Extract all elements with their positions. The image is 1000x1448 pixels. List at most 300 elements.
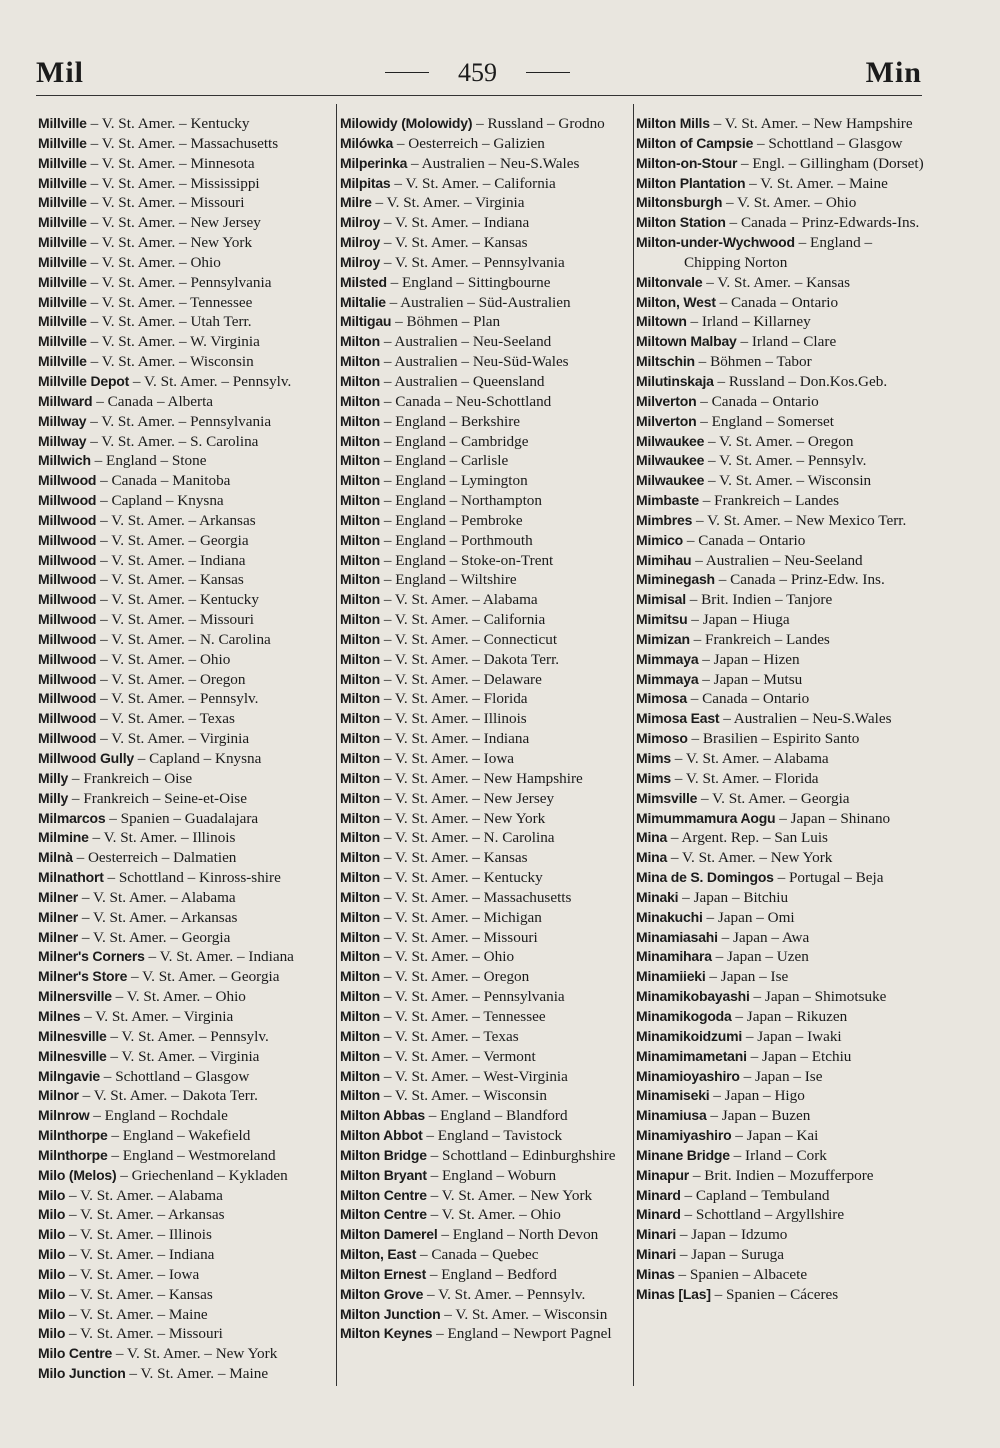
entry-location: – V. St. Amer. – Pennsylvania: [380, 988, 565, 1006]
entry-name: Mina de S. Domingos: [636, 869, 774, 886]
entry-name: Millville: [38, 293, 87, 310]
entry-location: – Schottland – Argyllshire: [680, 1206, 845, 1224]
entry-location: – V. St. Amer. – Arkansas: [65, 1206, 225, 1224]
entry-location: – V. St. Amer. – Oregon: [704, 432, 854, 450]
header-rule: [36, 95, 922, 96]
entry-location: – V. St. Amer. – New York: [667, 849, 833, 867]
gazetteer-entry: [38, 471, 334, 491]
entry-name: Millville: [38, 253, 87, 270]
gazetteer-entry: [38, 987, 334, 1007]
column-2: [340, 114, 632, 1344]
entry-name: Milton: [340, 1047, 381, 1064]
entry-name: Milnersville: [38, 988, 112, 1005]
entry-name: Milton, West: [636, 293, 716, 310]
gazetteer-entry: [38, 332, 334, 352]
gazetteer-entry: [38, 1186, 334, 1206]
entry-location: – V. St. Amer. – Arkansas: [96, 511, 256, 529]
entry-name: Milton: [340, 630, 381, 647]
entry-location: – Australien – Queensland: [380, 372, 545, 390]
entry-name: Miltown Malbay: [636, 333, 737, 350]
gazetteer-entry: [38, 432, 334, 452]
gazetteer-entry: [38, 1146, 334, 1166]
entry-location: – Canada – Quebec: [416, 1246, 539, 1264]
entry-name: Mimummamura Aogu: [636, 809, 776, 826]
entry-name: Millwood: [38, 511, 97, 528]
entry-location: – V. St. Amer. – Georgia: [127, 968, 280, 986]
entry-name: Millville: [38, 273, 87, 290]
gazetteer-entry: [340, 809, 632, 829]
gazetteer-entry: [38, 1305, 334, 1325]
entry-name: Minaki: [636, 888, 679, 905]
entry-location: – Frankreich – Landes: [698, 492, 840, 510]
entry-name: Minapur: [636, 1166, 690, 1183]
gazetteer-entry: [340, 432, 632, 452]
gazetteer-entry: [38, 551, 334, 571]
gazetteer-entry: [38, 412, 334, 432]
entry-location: – V. St. Amer. – Mississippi: [86, 174, 260, 192]
gazetteer-entry: [340, 1166, 632, 1186]
gazetteer-entry: [340, 1324, 632, 1344]
gazetteer-entry: [636, 987, 926, 1007]
gazetteer-entry: [38, 1027, 334, 1047]
gazetteer-entry: [636, 630, 926, 650]
entry-location: – V. St. Amer. – New Mexico Terr.: [692, 511, 907, 529]
entry-location: – V. St. Amer. – New York: [86, 234, 253, 252]
gazetteer-entry: [340, 650, 632, 670]
gazetteer-entry: [38, 1225, 334, 1245]
gazetteer-entry: [38, 689, 334, 709]
entry-location: – England – Tavistock: [422, 1127, 563, 1145]
gazetteer-entry: [340, 174, 632, 194]
entry-name: Milton: [340, 710, 381, 727]
entry-name: Minari: [636, 1226, 677, 1243]
gazetteer-entry: [340, 769, 632, 789]
gazetteer-entry: [636, 134, 926, 154]
entry-location: – Japan – Ise: [739, 1067, 823, 1085]
entry-location: – England – Wakefield: [107, 1127, 251, 1145]
entry-location: – Japan – Hizen: [698, 650, 800, 668]
entry-name: Milton: [340, 650, 381, 667]
entry-name: Milo: [38, 1305, 66, 1322]
entry-location: – V. St. Amer. – Pennsylv.: [106, 1027, 269, 1045]
entry-name: Millwood: [38, 650, 97, 667]
gazetteer-entry: [340, 908, 632, 928]
gazetteer-entry: [636, 1285, 926, 1305]
entry-name: Millwood: [38, 472, 97, 489]
entry-name: Milton: [340, 492, 381, 509]
gazetteer-entry: [340, 1305, 632, 1325]
entry-name: Miltigau: [340, 313, 392, 330]
entry-location: – Böhmen – Tabor: [694, 353, 812, 371]
gazetteer-entry: [38, 213, 334, 233]
entry-location: – V. St. Amer. – Ohio: [426, 1206, 561, 1224]
gazetteer-entry: [340, 689, 632, 709]
entry-location: – V. St. Amer. – Wisconsin: [86, 353, 254, 371]
gazetteer-entry: [340, 1126, 632, 1146]
gazetteer-entry: [340, 233, 632, 253]
entry-name: Mimosa East: [636, 710, 720, 727]
gazetteer-entry: [636, 372, 926, 392]
entry-name: Milton: [340, 690, 381, 707]
gazetteer-entry: [636, 213, 926, 233]
gazetteer-entry: [636, 1126, 926, 1146]
entry-name: Minamimametani: [636, 1047, 747, 1064]
gazetteer-entry: [636, 928, 926, 948]
entry-location: – England – Rochdale: [89, 1107, 228, 1125]
gazetteer-entry: [38, 372, 334, 392]
entry-name: Minamiseki: [636, 1087, 710, 1104]
entry-name: Millwood: [38, 670, 97, 687]
gazetteer-entry: [636, 1067, 926, 1087]
gazetteer-entry: [340, 709, 632, 729]
entry-name: Milly: [38, 789, 69, 806]
entry-location: – England – Stone: [90, 452, 207, 470]
entry-name: Milton: [340, 432, 381, 449]
entry-location: – V. St. Amer. – Ohio: [111, 988, 246, 1006]
entry-name: Milo (Melos): [38, 1166, 117, 1183]
entry-name: Miltonvale: [636, 273, 703, 290]
gazetteer-entry: [636, 1205, 926, 1225]
gazetteer-entry: [340, 1285, 632, 1305]
entry-location: – V. St. Amer. – Wisconsin: [380, 1087, 547, 1105]
entry-location: – Japan – Higo: [709, 1087, 805, 1105]
entry-location: – V. St. Amer. – N. Carolina: [96, 630, 271, 648]
gazetteer-entry: [636, 828, 926, 848]
gazetteer-entry: [636, 729, 926, 749]
entry-location: – V. St. Amer. – W. Virginia: [86, 333, 260, 351]
gazetteer-entry: [636, 1186, 926, 1206]
gazetteer-entry: [636, 273, 926, 293]
entry-location: – V. St. Amer. – Delaware: [380, 670, 542, 688]
entry-location: – V. St. Amer. – Dakota Terr.: [380, 650, 560, 668]
gazetteer-entry: [38, 1364, 334, 1384]
entry-name: Milton: [340, 551, 381, 568]
entry-location: – V. St. Amer. – Illinois: [380, 710, 527, 728]
entry-name: Milton: [340, 531, 381, 548]
entry-location: – V. St. Amer. – Connecticut: [380, 630, 558, 648]
entry-name: Milton Mills: [636, 115, 710, 131]
column-divider-2: [633, 104, 634, 1386]
gazetteer-entry: [340, 590, 632, 610]
gazetteer-entry: [38, 1245, 334, 1265]
entry-name: Millwood: [38, 551, 97, 568]
entry-location: – V. St. Amer. – Florida: [380, 690, 528, 708]
entry-name: Mimitsu: [636, 611, 688, 628]
entry-location: – V. St. Amer. – Missouri: [86, 194, 245, 212]
entry-name: Milton: [340, 968, 381, 985]
entry-name: Minakuchi: [636, 908, 703, 925]
entry-location: – V. St. Amer. – Illinois: [88, 829, 236, 847]
entry-name: Miltschin: [636, 353, 695, 370]
entry-location: – England – Cambridge: [380, 432, 529, 450]
gazetteer-entry: [636, 332, 926, 352]
entry-location: – V. St. Amer. – Kansas: [380, 234, 528, 252]
gazetteer-entry: [636, 1047, 926, 1067]
entry-location: – V. St. Amer. – Ohio: [380, 948, 515, 966]
gazetteer-entry: [340, 471, 632, 491]
entry-location: – V. St. Amer. – Arkansas: [78, 908, 238, 926]
entry-location: – V. St. Amer. – Kansas: [702, 273, 850, 291]
entry-location: – V. St. Amer. – Utah Terr.: [86, 313, 252, 331]
entry-location: – V. St. Amer. – Massachusetts: [86, 134, 279, 152]
column-divider-1: [336, 104, 337, 1386]
entry-name: Mims: [636, 750, 671, 766]
entry-location: – V. St. Amer. – Vermont: [380, 1047, 536, 1065]
entry-name: Milo Junction: [38, 1365, 126, 1382]
entry-name: Milner's Store: [38, 968, 128, 985]
entry-location: – V. St. Amer. – Virginia: [371, 194, 525, 212]
entry-name: Milton Station: [636, 214, 726, 231]
entry-location: – V. St. Amer. – Kentucky: [86, 115, 250, 132]
gazetteer-entry: [38, 1007, 334, 1027]
entry-name: Milpitas: [340, 174, 391, 191]
entry-location: – V. St. Amer. – West-Virginia: [380, 1067, 568, 1085]
entry-location: – V. St. Amer. – Texas: [96, 710, 235, 728]
entry-name: Milton: [340, 591, 381, 608]
gazetteer-entry: [38, 273, 334, 293]
gazetteer-entry: [340, 193, 632, 213]
entry-name: Milnthorpe: [38, 1146, 108, 1163]
entry-name: Milton: [340, 908, 381, 925]
gazetteer-entry: [38, 392, 334, 412]
entry-name: Milton: [340, 948, 381, 965]
entry-location: – V. St. Amer. – Indiana: [96, 551, 246, 569]
entry-location: – Japan – Bitchiu: [678, 888, 789, 906]
entry-location: – V. St. Amer. – Alabama: [671, 750, 829, 767]
gazetteer-entry: [636, 1225, 926, 1245]
entry-name: Millville: [38, 194, 87, 211]
entry-location: – Japan – Shinano: [775, 809, 891, 827]
entry-name: Milton: [340, 1087, 381, 1104]
entry-location: – Russland – Grodno: [472, 115, 605, 132]
entry-location: – V. St. Amer. – Oregon: [96, 670, 246, 688]
entry-location: – England – Lymington: [380, 472, 528, 490]
gazetteer-entry: [38, 967, 334, 987]
gazetteer-entry: [38, 1067, 334, 1087]
entry-location: – V. St. Amer. – Pennsylvania: [86, 273, 272, 291]
gazetteer-entry: [636, 1007, 926, 1027]
gazetteer-entry: [636, 908, 926, 928]
gazetteer-entry: [38, 570, 334, 590]
entry-location: – Japan – Etchiu: [746, 1047, 852, 1065]
gazetteer-entry: [38, 114, 334, 134]
entry-name: Milo: [38, 1206, 66, 1223]
entry-name: Milnathort: [38, 869, 104, 886]
entry-name: Milner: [38, 908, 79, 925]
gazetteer-entry: [340, 1265, 632, 1285]
entry-location: – V. St. Amer. – Minnesota: [86, 154, 255, 172]
entry-name: Milre: [340, 194, 372, 211]
gazetteer-entry: [38, 630, 334, 650]
entry-name: Mimico: [636, 531, 684, 548]
gazetteer-entry: [38, 670, 334, 690]
gazetteer-entry: [38, 848, 334, 868]
entry-location: – Frankreich – Landes: [689, 630, 830, 648]
gazetteer-entry: [38, 1086, 334, 1106]
entry-location: – Japan – Mutsu: [698, 670, 803, 688]
gazetteer-entry: [38, 1285, 334, 1305]
entry-name: Milner's Corners: [38, 948, 145, 965]
entry-name: Minamikogoda: [636, 1007, 732, 1024]
entry-location: – Japan – Omi: [702, 908, 795, 926]
column-3: [636, 114, 926, 1305]
entry-name: Millville: [38, 115, 87, 131]
entry-location: – V. St. Amer. – New Hampshire: [709, 115, 913, 132]
gazetteer-entry: [38, 947, 334, 967]
entry-location: – England – Wiltshire: [380, 571, 517, 589]
entry-name: Milnor: [38, 1087, 79, 1104]
entry-location: – V. St. Amer. – Missouri: [380, 928, 538, 946]
entry-name: Milly: [38, 769, 69, 786]
gazetteer-entry: [636, 769, 926, 789]
entry-name: Millwood: [38, 492, 97, 509]
gazetteer-entry: [340, 987, 632, 1007]
gazetteer-entry: [636, 749, 926, 769]
entry-name: Millwood: [38, 690, 97, 707]
gazetteer-entry: [38, 312, 334, 332]
entry-location: – Canada – Ontario: [696, 392, 819, 410]
entry-name: Milton: [340, 670, 381, 687]
entry-location: – V. St. Amer. – Missouri: [65, 1325, 223, 1343]
entry-name: Minas: [636, 1265, 675, 1282]
entry-name: Millwood Gully: [38, 750, 134, 766]
entry-name: Milwaukee: [636, 472, 705, 489]
gazetteer-entry: [636, 352, 926, 372]
entry-location: – V. St. Amer. – Alabama: [380, 591, 538, 609]
gazetteer-entry: [636, 193, 926, 213]
entry-location: – Japan – Uzen: [711, 948, 809, 966]
entry-location: – Canada – Manitoba: [96, 472, 231, 490]
entry-name: Milton: [340, 333, 381, 350]
entry-location: – Oesterreich – Dalmatien: [72, 849, 237, 867]
page-number: 459: [385, 58, 570, 88]
gazetteer-entry: [340, 154, 632, 174]
entry-name: Milton Junction: [340, 1305, 441, 1322]
entry-name: Mimoso: [636, 730, 688, 747]
entry-location: – Australien – Neu-Süd-Wales: [380, 353, 569, 371]
entry-name: Millville: [38, 313, 87, 330]
entry-location: – Japan – Buzen: [706, 1107, 811, 1125]
entry-location: – V. St. Amer. – Illinois: [65, 1226, 212, 1244]
entry-location: – Irland – Clare: [736, 333, 837, 351]
gazetteer-entry: [38, 1126, 334, 1146]
entry-location: – V. St. Amer. – Indiana: [144, 948, 294, 966]
gazetteer-entry: [38, 928, 334, 948]
entry-location: – V. St. Amer. – New Hampshire: [380, 769, 583, 787]
entry-location: – Portugal – Beja: [773, 869, 884, 887]
entry-name: Minane Bridge: [636, 1146, 730, 1163]
gazetteer-entry: [340, 114, 632, 134]
entry-location: – England – Westmoreland: [107, 1146, 276, 1164]
entry-name: Milton: [340, 1027, 381, 1044]
entry-location: – Japan – Awa: [717, 928, 810, 946]
entry-location: – Australien – Neu-S.Wales: [719, 710, 892, 728]
entry-location: – V. St. Amer. – S. Carolina: [86, 432, 259, 450]
gazetteer-entry: [38, 809, 334, 829]
entry-name: Miminegash: [636, 571, 715, 588]
gazetteer-entry: [636, 174, 926, 194]
entry-name: Milton Bryant: [340, 1166, 427, 1183]
entry-location: – V. St. Amer. – Missouri: [96, 611, 254, 629]
entry-name: Minamihara: [636, 948, 712, 965]
gazetteer-entry: [38, 828, 334, 848]
gazetteer-entry: [340, 1086, 632, 1106]
gazetteer-entry: [636, 293, 926, 313]
gazetteer-entry: [340, 1225, 632, 1245]
gazetteer-entry: [340, 729, 632, 749]
entry-name: Miltown: [636, 313, 687, 330]
entry-name: Millway: [38, 412, 87, 429]
entry-location: – V. St. Amer. – Pennsylv.: [704, 452, 867, 470]
gazetteer-entry: [636, 1265, 926, 1285]
gazetteer-entry: [636, 511, 926, 531]
gazetteer-entry: [38, 511, 334, 531]
entry-name: Mimosa: [636, 690, 687, 707]
entry-location: – Spanien – Guadalajara: [105, 809, 259, 827]
gazetteer-entry: [340, 610, 632, 630]
entry-name: Milton Grove: [340, 1285, 424, 1302]
entry-name: Millville Depot: [38, 372, 130, 389]
entry-name: Minamiusa: [636, 1107, 707, 1124]
entry-location: – V. St. Amer. – Pennsylv.: [129, 372, 292, 390]
entry-location: – England – Northampton: [380, 492, 542, 510]
entry-name: Milton: [340, 1067, 381, 1084]
entry-name: Milton: [340, 988, 381, 1005]
entry-name: Milton: [340, 750, 381, 766]
gazetteer-entry: [38, 908, 334, 928]
entry-location: – Schottland – Glasgow: [100, 1067, 250, 1085]
entry-location: – V. St. Amer. – New Jersey: [86, 214, 261, 232]
entry-location: – V. St. Amer. – Oregon: [380, 968, 530, 986]
entry-location: – V. St. Amer. – Maine: [745, 174, 888, 192]
entry-name: Milsted: [340, 273, 387, 290]
gazetteer-entry: [340, 273, 632, 293]
gazetteer-entry: [636, 491, 926, 511]
gazetteer-entry: [38, 789, 334, 809]
gazetteer-entry: [636, 1146, 926, 1166]
entry-name: Millwood: [38, 531, 97, 548]
entry-location: – Australien – Neu-Seeland: [380, 333, 552, 351]
gazetteer-entry: [340, 947, 632, 967]
entry-location: – V. St. Amer. – Indiana: [380, 214, 530, 232]
entry-name: Minas [Las]: [636, 1285, 711, 1302]
entry-location: – Canada – Alberta: [92, 392, 214, 410]
entry-name: Mimsville: [636, 789, 698, 806]
entry-name: Milton Plantation: [636, 174, 746, 191]
entry-location: – V. St. Amer. – New Jersey: [380, 789, 555, 807]
entry-name: Millville: [38, 154, 87, 171]
entry-name: Milton: [340, 571, 381, 588]
entry-location: – England – Newport Pagnel: [432, 1325, 612, 1343]
gazetteer-entry: [340, 888, 632, 908]
entry-location: – Australien – Neu-Seeland: [691, 551, 863, 569]
entry-location: – England – Blandford: [424, 1107, 568, 1125]
entry-name: Milton-on-Stour: [636, 154, 738, 171]
entry-name: Milton: [340, 372, 381, 389]
entry-name: Milton: [340, 829, 381, 846]
entry-location: – Japan – Ise: [705, 968, 789, 986]
gazetteer-entry: [340, 372, 632, 392]
gazetteer-entry: [38, 1344, 334, 1364]
entry-name: Milutinskaja: [636, 372, 714, 389]
gazetteer-entry: [340, 134, 632, 154]
gazetteer-entry: [636, 531, 926, 551]
entry-name: Milton: [340, 928, 381, 945]
entry-location: – V. St. Amer. – Kansas: [96, 571, 244, 589]
entry-location: – Böhmen – Plan: [391, 313, 501, 331]
gazetteer-entry: [340, 928, 632, 948]
entry-location: – V. St. Amer. – Virginia: [96, 730, 250, 748]
